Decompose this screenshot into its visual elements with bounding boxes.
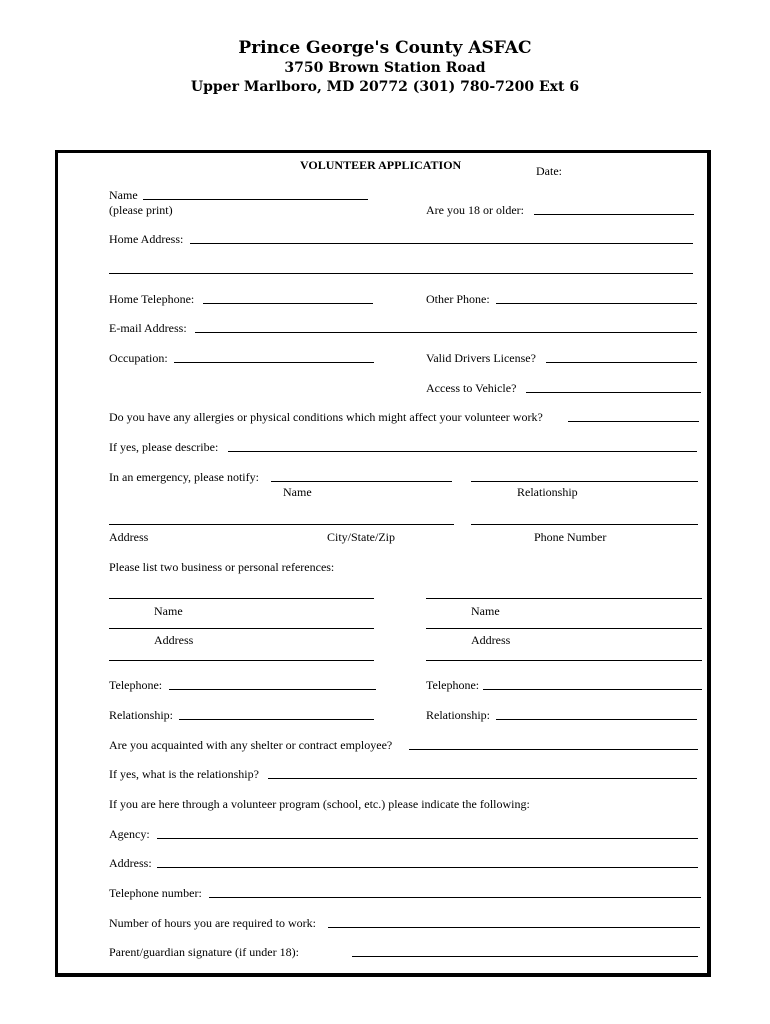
references-label: Please list two business or personal references:	[109, 560, 335, 574]
other-phone-field[interactable]	[496, 303, 697, 304]
ref2-name-caption: Name	[471, 604, 500, 618]
date-label: Date:	[536, 164, 562, 178]
name-field[interactable]	[143, 199, 368, 200]
ref2-relationship-label: Relationship:	[426, 708, 490, 722]
phone-number-caption: Phone Number	[534, 530, 607, 544]
occupation-label: Occupation:	[109, 351, 168, 365]
please-print-note: (please print)	[109, 203, 173, 217]
program-address-label: Address:	[109, 856, 152, 870]
ref1-relationship-field[interactable]	[179, 719, 374, 720]
vehicle-field[interactable]	[526, 392, 701, 393]
emergency-address-caption: Address	[109, 530, 149, 544]
hours-field[interactable]	[328, 927, 700, 928]
shelter-relationship-field[interactable]	[268, 778, 697, 779]
shelter-label: Are you acquainted with any shelter or contract employee?	[109, 738, 393, 752]
program-address-field[interactable]	[157, 867, 698, 868]
hours-label: Number of hours you are required to work:	[109, 916, 316, 930]
city-state-zip-caption: City/State/Zip	[327, 530, 395, 544]
guardian-signature-field[interactable]	[352, 956, 698, 957]
ref2-telephone-label: Telephone:	[426, 678, 480, 692]
email-label: E-mail Address:	[109, 321, 187, 335]
shelter-relationship-label: If yes, what is the relationship?	[109, 767, 259, 781]
agency-label: Agency:	[109, 827, 150, 841]
home-phone-field[interactable]	[203, 303, 373, 304]
emergency-relationship-caption: Relationship	[517, 485, 578, 499]
ref1-name-caption: Name	[154, 604, 183, 618]
emergency-name-caption: Name	[283, 485, 312, 499]
drivers-license-label: Valid Drivers License?	[426, 351, 536, 365]
emergency-address-field[interactable]	[109, 524, 454, 525]
guardian-label: Parent/guardian signature (if under 18):	[109, 945, 299, 959]
home-address-field-2[interactable]	[109, 273, 693, 274]
ref2-telephone-field[interactable]	[483, 689, 702, 690]
allergies-label: Do you have any allergies or physical conditions which might affect your volunteer work?	[109, 410, 543, 424]
ref1-address-caption: Address	[154, 633, 194, 647]
emergency-phone-field[interactable]	[471, 524, 698, 525]
home-phone-label: Home Telephone:	[109, 292, 195, 306]
ref1-relationship-label: Relationship:	[109, 708, 173, 722]
shelter-field[interactable]	[409, 749, 698, 750]
allergies-field[interactable]	[568, 421, 699, 422]
program-phone-field[interactable]	[209, 897, 701, 898]
ref2-address-field-1[interactable]	[426, 628, 702, 629]
ref1-address-field-2[interactable]	[109, 660, 374, 661]
vehicle-label: Access to Vehicle?	[426, 381, 517, 395]
agency-field[interactable]	[157, 838, 698, 839]
other-phone-label: Other Phone:	[426, 292, 490, 306]
ref2-name-field[interactable]	[426, 598, 702, 599]
home-address-label: Home Address:	[109, 232, 184, 246]
describe-field[interactable]	[228, 451, 697, 452]
org-city-phone: Upper Marlboro, MD 20772 (301) 780-7200 Ext 6	[190, 79, 580, 95]
emergency-name-field[interactable]	[271, 481, 452, 482]
emergency-relationship-field[interactable]	[471, 481, 698, 482]
emergency-label: In an emergency, please notify:	[109, 470, 259, 484]
program-phone-label: Telephone number:	[109, 886, 202, 900]
ref1-telephone-label: Telephone:	[109, 678, 163, 692]
email-field[interactable]	[195, 332, 697, 333]
name-label: Name	[109, 188, 138, 202]
ref2-relationship-field[interactable]	[496, 719, 697, 720]
ref2-address-field-2[interactable]	[426, 660, 702, 661]
ref1-name-field[interactable]	[109, 598, 374, 599]
ref1-address-field-1[interactable]	[109, 628, 374, 629]
program-label: If you are here through a volunteer program (school, etc.) please indicate the following:	[109, 797, 530, 811]
ref1-telephone-field[interactable]	[169, 689, 376, 690]
home-address-field-1[interactable]	[190, 243, 693, 244]
ref2-address-caption: Address	[471, 633, 511, 647]
form-title: VOLUNTEER APPLICATION	[300, 158, 462, 172]
age-field[interactable]	[534, 214, 694, 215]
occupation-field[interactable]	[174, 362, 374, 363]
org-street: 3750 Brown Station Road	[284, 60, 486, 76]
describe-label: If yes, please describe:	[109, 440, 219, 454]
age-label: Are you 18 or older:	[426, 203, 524, 217]
drivers-license-field[interactable]	[546, 362, 697, 363]
org-title: Prince George's County ASFAC	[238, 38, 532, 58]
